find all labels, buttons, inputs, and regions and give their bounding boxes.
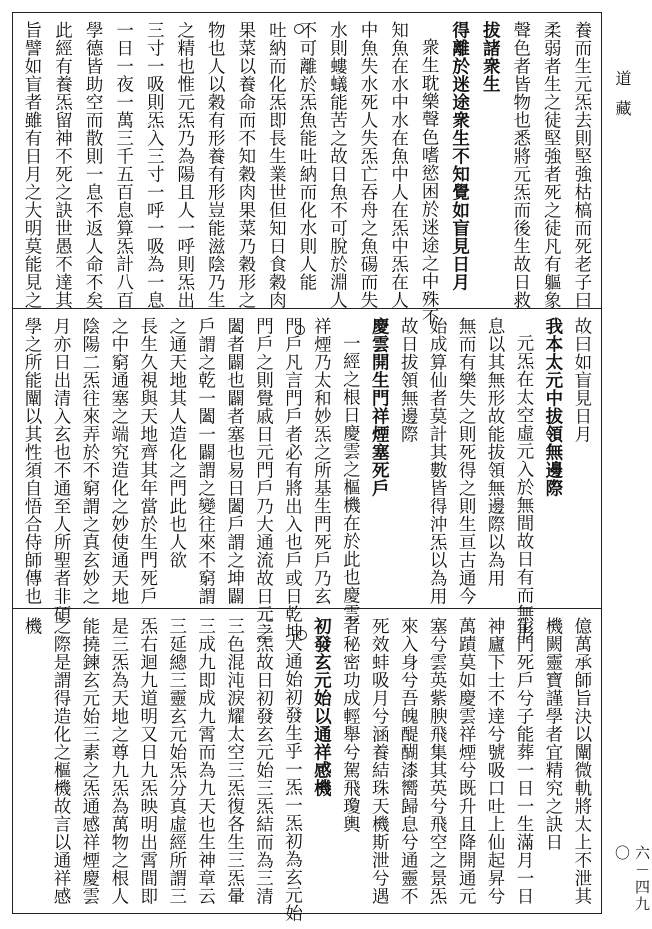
commentary-column: 三色混沌淚耀太空三炁復各生三炁暈 [224,617,245,905]
commentary-column: 衆生耽樂聲色嗜慾困於迷途之中殊不 [419,38,440,326]
commentary-column: 死效蚌吸月兮涵養結珠天機斯泄兮遇 [369,617,390,905]
commentary-column: 三炁故日初發玄元始三炁結而為三清 [253,617,274,905]
commentary-column: 故日拔領無邊際 [398,317,419,443]
commentary-column: 機闕靈寶謹學者宜精究之訣日 [542,617,563,851]
commentary-column: 來入身兮吾魄醍醐漆嚮歸息兮通靈不 [398,617,419,905]
section-circle-mark [294,24,304,34]
panel-middle [13,309,601,641]
commentary-column: 始成算仙者莫計其數皆得沖炁以為用 [427,317,448,605]
commentary-column: 不可離於炁魚能吐納而化水則人能 [296,21,317,291]
scripture-verse-column: 得離於迷途衆生不知覺如盲見日月 [449,21,470,291]
panel-bottom [13,609,601,922]
scripture-verse-column: 我本太元中拔領無邊際 [542,317,563,497]
commentary-column: 果菜以養命而不知穀肉果菜乃穀形之 [235,21,256,309]
commentary-column: 故曰如盲見日月 [571,317,592,443]
commentary-column: 門戶之則覺戚日元門戶乃大通流故日元之 [253,317,274,641]
page-frame [12,12,602,922]
commentary-column: 此經有養炁留神不死之訣世愚不達其 [52,21,73,309]
side-label: 道藏 [613,70,632,130]
commentary-column: 旨譬如盲者雖有日月之大明莫能見之 [22,21,42,309]
commentary-column: 吐納而化炁即長生業世但知日食穀肉 [266,21,287,309]
section-circle-mark [297,630,307,640]
commentary-column: 塞兮雲英紫腴飛集其英兮飛空之景炁 [427,617,448,905]
commentary-column: 大通始初發生乎一炁一炁初為玄元始 [282,634,303,922]
commentary-column: 一日一夜一萬三千五百息算炁計八百 [113,21,134,309]
commentary-column: 元炁在太空虛元入於無間故日有而無形 [513,334,534,640]
commentary-column: 之際是謂得造化之樞機故言以通祥感 [50,617,71,905]
commentary-column: 戶謂之乾一闔一闢謂之變往來不窮謂 [195,317,216,605]
scripture-verse-column: 慶雲開生門祥煙塞死戶 [369,317,390,497]
commentary-column: 三成九即成九霄而為九天也生神章云 [195,617,216,905]
commentary-column: 水則螻蟻能苦之故日魚不可脫於淵人 [327,21,348,309]
commentary-column: 炁右迴九道明又日九炁映明出霄間即 [137,617,158,905]
commentary-column: 門戶凡言門戶者必有將出入也戶或日乾坤 [282,317,303,641]
commentary-column: 學德皆助空而散則一息不返人命不矣 [83,21,104,309]
commentary-column: 萬蹟莫如慶雲祥煙兮既升且降開通元 [456,617,477,905]
commentary-column: 學之所能闡以其性須自悟合侍師傳也 [22,317,42,605]
commentary-column: 物也人以穀有形養有形豈能滋陰乃生 [205,21,226,309]
commentary-column: 機 [22,617,42,635]
commentary-column: 神廬下士不達兮號吸口吐上仙起昇兮 [485,617,505,905]
commentary-column: 中魚失水死人失炁亡吞舟之魚碭而失 [358,21,379,309]
commentary-column: 聲色者皆物也悉將元炁而後生故日救 [510,21,531,309]
commentary-column: 能撓鍊玄元始三素之炁通感祥煙慶雲 [79,617,100,905]
commentary-column: 三延總三靈玄元始炁分真虛經所謂三 [166,617,187,905]
commentary-column: 長生久視與天地齊其年當於生門死戶 [137,317,158,605]
commentary-column: 之通天地其人造化之門此也人欲 [166,317,187,569]
commentary-column: 養而生元炁去則堅強枯槁而死老子曰 [571,21,592,309]
commentary-column: 無而有樂失之則死得之則生亘古通今 [456,317,477,605]
commentary-column: 月亦日出清入玄也不通至人所聖者非碩 [50,317,71,623]
commentary-column: 一經之根日慶雲之樞機在於此也慶雲 [340,334,361,622]
text-columns-bottom [21,617,593,922]
commentary-column: 生門死戶兮子能葬一日一生滿月一日 [513,617,534,905]
commentary-column: 者秘密功成輕舉兮駕飛瓊輿 [340,617,361,833]
section-circle-mark [295,325,305,335]
commentary-column: 息以其無形故能拔領無邊際以為用 [485,317,505,587]
commentary-column: 之精也惟元炁乃為陽且人一呼則炁出 [174,21,195,309]
commentary-column: 億萬承師旨決以闡微軌將太上不泄其 [571,617,592,905]
commentary-column: 祥煙乃太和妙炁之所基生門死戶乃玄 [311,317,332,605]
text-columns-top [21,21,593,326]
commentary-column: 是三炁為天地之尊九炁為萬物之根人 [108,617,129,905]
commentary-column: 陰陽二炁往來弄於不窮謂之真玄妙之 [79,317,100,605]
page-number: 六－四九〇 [613,845,651,913]
commentary-column: 闔者闢也闢者塞也易日闔戶謂之坤闢 [224,317,245,605]
commentary-column: 三寸一吸則炁入三寸一呼一吸為一息 [144,21,165,309]
commentary-column: 之中窮通塞之端究造化之妙使通天地 [108,317,129,605]
scripture-verse-column: 拔諸衆生 [480,21,501,93]
commentary-column: 知魚在水中水在魚中人在炁中炁在人 [388,21,409,309]
text-columns-middle [21,317,593,641]
commentary-column: 柔弱者生之徒堅強者死之徒凡有軀象 [541,21,562,309]
scripture-verse-column: 初發玄元始以通祥感機 [311,617,332,797]
panel-top [13,13,601,326]
